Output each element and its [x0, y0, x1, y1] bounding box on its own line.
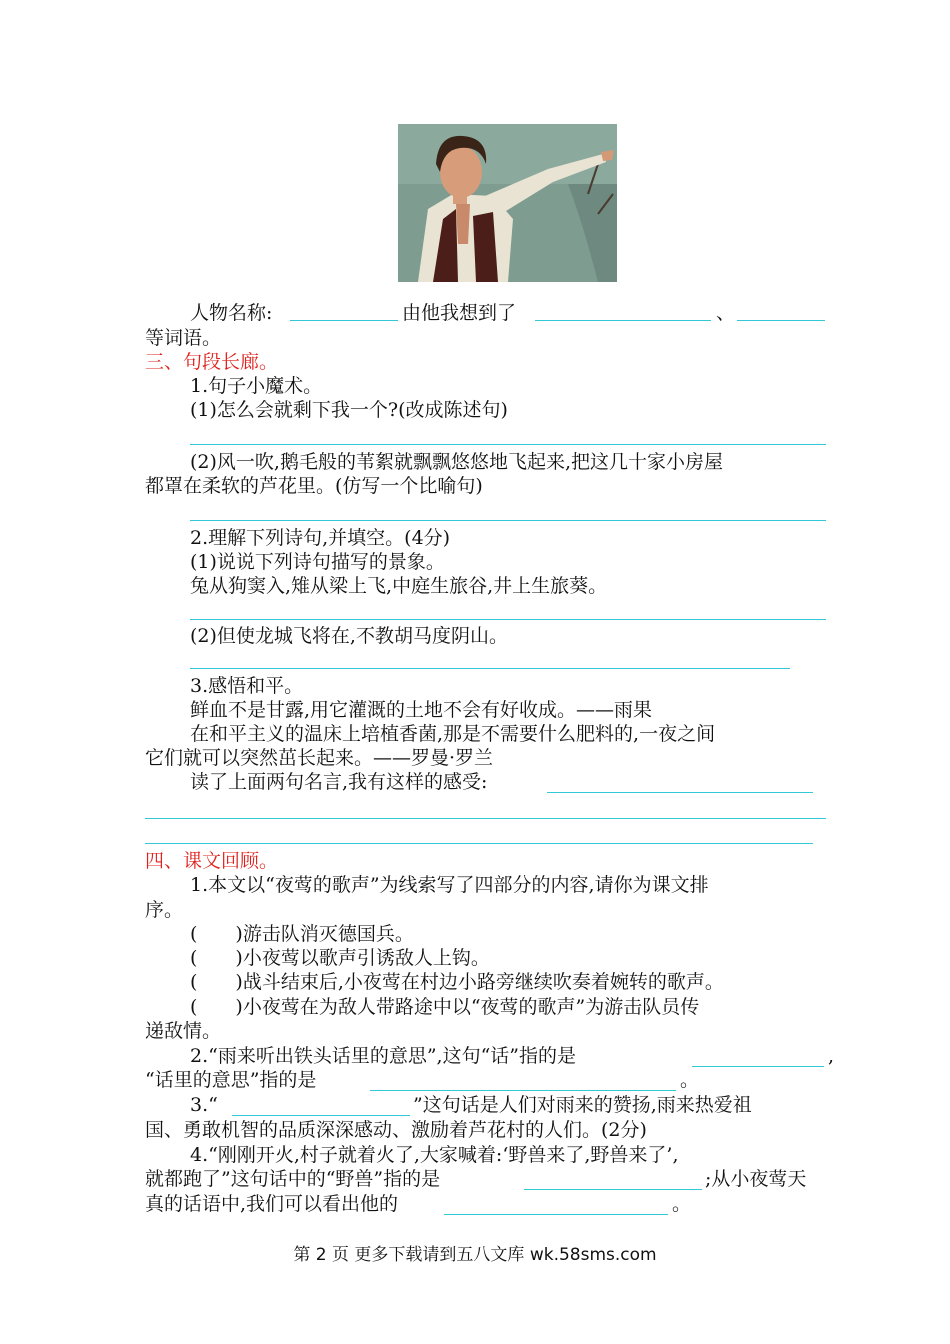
q3-3-quote2-line2: 它们就可以突然茁长起来。——罗曼·罗兰 — [145, 747, 494, 769]
answer-blank-q4-2-b[interactable] — [370, 1090, 676, 1091]
q4-2-line2: “话里的意思”指的是 — [145, 1069, 317, 1091]
q4-4-period: 。 — [672, 1193, 692, 1215]
footer-site-link[interactable]: wk.58sms.com — [529, 1245, 657, 1265]
q4-1-line1: 1.本文以“夜莺的歌声”为线索写了四部分的内容,请你为课文排 — [190, 874, 709, 896]
separator: 、 — [716, 302, 736, 324]
q3-1-b-line2: 都罩在柔软的芦花里。(仿写一个比喻句) — [145, 475, 483, 497]
q3-3-quote1: 鲜血不是甘露,用它灌溉的土地不会有好收成。——雨果 — [190, 699, 653, 721]
q4-3-open: 3.“ — [190, 1094, 218, 1116]
character-tail: 等词语。 — [145, 327, 222, 349]
q4-2-comma: , — [828, 1045, 835, 1067]
footer-text: 第 2 页 更多下载请到五八文库 — [293, 1245, 525, 1265]
illustration-boy-pointing — [398, 124, 617, 282]
answer-blank-q4-2-a[interactable] — [692, 1066, 824, 1067]
associated-words-prompt: 由他我想到了 — [402, 302, 517, 324]
answer-line-q3-1-a[interactable] — [190, 444, 826, 445]
answer-line-q3-1-b[interactable] — [190, 520, 826, 521]
q4-2-line1: 2.“雨来听出铁头话里的意思”,这句“话”指的是 — [190, 1045, 577, 1067]
q4-3-line1: ”这句话是人们对雨来的赞扬,雨来热爱祖 — [413, 1094, 752, 1116]
q3-3-quote2-line1: 在和平主义的温床上培植香菌,那是不需要什么肥料的,一夜之间 — [190, 723, 716, 745]
answer-line-q3-2-b[interactable] — [190, 668, 790, 669]
answer-blank-q4-3[interactable] — [232, 1115, 410, 1116]
character-name-prompt: 人物名称: — [190, 302, 273, 324]
answer-line-q3-2-a[interactable] — [190, 619, 826, 620]
q4-4-line2-tail: ;从小夜莺天 — [705, 1168, 807, 1190]
q3-1-heading: 1.句子小魔术。 — [190, 375, 323, 397]
q4-4-line3: 真的话语中,我们可以看出他的 — [145, 1193, 399, 1215]
q3-1-b-line1: (2)风一吹,鹅毛般的苇絮就飘飘悠悠地飞起来,把这几十家小房屋 — [190, 451, 723, 473]
answer-blank-q4-4-b[interactable] — [444, 1214, 668, 1215]
answer-line-q3-3-b[interactable] — [145, 818, 826, 819]
q3-2-a: (1)说说下列诗句描写的景象。 — [190, 551, 445, 573]
section-3-title: 三、句段长廊。 — [145, 351, 279, 373]
order-item-1[interactable]: ( )游击队消灭德国兵。 — [190, 923, 414, 945]
character-name-blank[interactable] — [290, 320, 398, 321]
q4-3-line2: 国、勇敢机智的品质深深感动、激励着芦花村的人们。(2分) — [145, 1119, 647, 1141]
q3-3-feel-prompt: 读了上面两句名言,我有这样的感受: — [190, 771, 488, 793]
order-item-4[interactable]: ( )小夜莺在为敌人带路途中以“夜莺的歌声”为游击队员传 — [190, 996, 700, 1018]
q4-4-line1: 4.“刚刚开火,村子就着火了,大家喊着:‘野兽来了,野兽来了’, — [190, 1144, 679, 1166]
order-item-3[interactable]: ( )战斗结束后,小夜莺在村边小路旁继续吹奏着婉转的歌声。 — [190, 971, 724, 993]
q3-2-a-poem: 兔从狗窦入,雉从梁上飞,中庭生旅谷,井上生旅葵。 — [190, 575, 608, 597]
q4-1-line2: 序。 — [145, 899, 184, 921]
answer-blank-q4-4-a[interactable] — [524, 1189, 702, 1190]
q3-2-b: (2)但使龙城飞将在,不教胡马度阴山。 — [190, 625, 508, 647]
order-item-4-line2: 递敌情。 — [145, 1020, 222, 1042]
q3-2-heading: 2.理解下列诗句,并填空。(4分) — [190, 527, 451, 549]
q4-4-line2: 就都跑了”这句话中的“野兽”指的是 — [145, 1168, 441, 1190]
q3-3-heading: 3.感悟和平。 — [190, 675, 304, 697]
q4-2-period: 。 — [680, 1069, 700, 1091]
order-item-2[interactable]: ( )小夜莺以歌声引诱敌人上钩。 — [190, 947, 490, 969]
associated-word-blank-2[interactable] — [737, 320, 825, 321]
associated-word-blank-1[interactable] — [535, 320, 711, 321]
page-footer — [0, 1244, 950, 1266]
answer-line-q3-3-c[interactable] — [145, 843, 813, 844]
answer-line-q3-3-a[interactable] — [547, 792, 813, 793]
section-4-title: 四、课文回顾。 — [145, 850, 279, 872]
q3-1-a: (1)怎么会就剩下我一个?(改成陈述句) — [190, 399, 508, 421]
